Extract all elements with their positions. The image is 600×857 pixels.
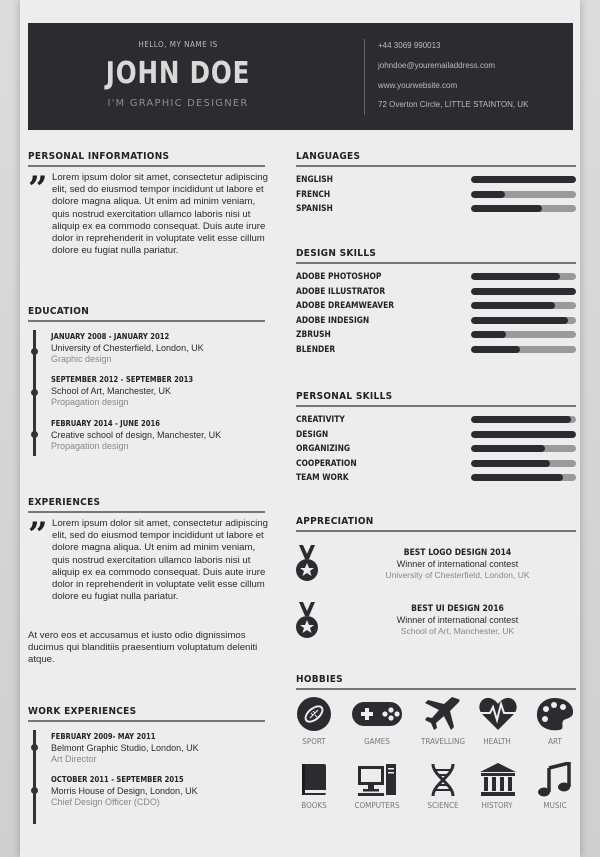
skill-level-bar xyxy=(471,302,576,309)
education-date: FEBRUARY 2014 - JUNE 2016 xyxy=(51,419,161,428)
education-field: Propagation design xyxy=(51,441,129,451)
timeline-dot xyxy=(31,787,38,794)
phone: +44 3069 990013 xyxy=(378,41,441,50)
experiences-text: Lorem ipsum dolor sit amet, consectetur adipiscing elit, sed do eiusmod tempor incididunt ut labore et dolore magna aliqua. Ut enim ad minim veniam, quis nostrud exercitation ullamco laboris nisi ut aliquip ex ea commodo consequat. Duis aute irure dolor in reprehenderit in voluptate velit esse cillum dolore eu fugiat nulla pariatur. xyxy=(52,518,268,603)
personal-info-title: PERSONAL INFORMATIONS xyxy=(28,151,170,162)
skill-level-bar xyxy=(471,191,576,198)
dna-icon xyxy=(423,762,463,798)
skill-level-fill xyxy=(471,474,563,481)
computer-icon xyxy=(357,762,397,798)
section-rule xyxy=(28,511,265,513)
full-name: JOHN DOE xyxy=(105,56,251,91)
skill-level-fill xyxy=(471,431,576,438)
skill-level-fill xyxy=(471,445,545,452)
airplane-icon xyxy=(423,696,463,732)
skill-level-fill xyxy=(471,302,555,309)
job-title: I'M GRAPHIC DESIGNER xyxy=(107,98,249,109)
website: www.yourwebsite.com xyxy=(378,81,458,90)
work-date: FEBRUARY 2009- MAY 2011 xyxy=(51,732,156,741)
skill-level-bar xyxy=(471,331,576,338)
skill-level-fill xyxy=(471,346,520,353)
skill-name: ADOBE PHOTOSHOP xyxy=(296,271,382,281)
award-subtitle: Winner of international contest xyxy=(396,615,519,625)
skill-name: TEAM WORK xyxy=(296,472,349,482)
work-experiences-title: WORK EXPERIENCES xyxy=(28,706,137,717)
skill-level-bar xyxy=(471,273,576,280)
education-field: Propagation design xyxy=(51,397,129,407)
section-rule xyxy=(296,165,576,167)
education-field: Graphic design xyxy=(51,354,112,364)
education-date: SEPTEMBER 2012 - SEPTEMBER 2013 xyxy=(51,375,194,384)
skill-level-bar xyxy=(471,416,576,423)
hobby-label: BOOKS xyxy=(301,801,327,810)
skill-name: FRENCH xyxy=(296,188,331,199)
work-date: OCTOBER 2011 - SEPTEMBER 2015 xyxy=(51,775,184,784)
skill-name: COOPERATION xyxy=(296,457,357,468)
medal-icon xyxy=(294,602,320,640)
section-rule xyxy=(28,320,265,322)
timeline-dot xyxy=(31,389,38,396)
skill-level-bar xyxy=(471,431,576,438)
hobby-label: TRAVELLING xyxy=(420,737,466,746)
education-place: Creative school of design, Manchester, UK xyxy=(51,430,222,440)
timeline-dot xyxy=(31,431,38,438)
personal-skills-title: PERSONAL SKILLS xyxy=(296,391,393,402)
skill-level-bar xyxy=(471,176,576,183)
skill-level-fill xyxy=(471,416,571,423)
timeline-dot xyxy=(31,744,38,751)
experiences-text-2: At vero eos et accusamus et iusto odio dignissimos ducimus qui blanditiis praesentium voluptatum deleniti atque. xyxy=(28,630,258,666)
header-divider xyxy=(364,39,365,115)
header-banner xyxy=(28,23,573,130)
skill-name: ADOBE ILLUSTRATOR xyxy=(296,285,386,296)
skill-name: BLENDER xyxy=(296,343,336,354)
hobby-label: MUSIC xyxy=(543,801,567,810)
hobby-label: HEALTH xyxy=(483,737,511,746)
skill-name: CREATIVITY xyxy=(296,414,345,424)
skill-level-fill xyxy=(471,191,505,198)
skill-name: SPANISH xyxy=(296,203,333,213)
greeting: HELLO, MY NAME IS xyxy=(138,40,218,49)
hobby-label: ART xyxy=(548,737,562,746)
skill-level-fill xyxy=(471,288,576,295)
skill-level-fill xyxy=(471,205,542,212)
section-rule xyxy=(296,530,576,532)
education-place: School of Art, Manchester, UK xyxy=(51,386,172,396)
skill-name: ZBRUSH xyxy=(296,329,331,339)
section-rule xyxy=(296,405,576,407)
work-role: Art Director xyxy=(51,754,97,764)
quote-mark-icon: ” xyxy=(28,169,48,209)
section-rule xyxy=(28,720,265,722)
work-place: Belmont Graphic Studio, London, UK xyxy=(51,743,199,753)
languages-title: LANGUAGES xyxy=(296,151,361,162)
appreciation-title: APPRECIATION xyxy=(296,516,374,527)
skill-name: DESIGN xyxy=(296,428,329,439)
hobby-label: GAMES xyxy=(364,737,390,746)
hobbies-title: HOBBIES xyxy=(296,674,343,685)
skill-level-fill xyxy=(471,331,506,338)
address: 72 Overton Circle, LITTLE STAINTON, UK xyxy=(378,100,529,109)
hobby-label: SCIENCE xyxy=(427,801,459,810)
book-icon xyxy=(294,762,334,798)
skill-level-bar xyxy=(471,288,576,295)
section-rule xyxy=(28,165,265,167)
music-note-icon xyxy=(535,762,575,798)
palette-icon xyxy=(535,696,575,732)
timeline-dot xyxy=(31,348,38,355)
skill-name: ADOBE INDESIGN xyxy=(296,314,370,325)
personal-info-text: Lorem ipsum dolor sit amet, consectetur adipiscing elit, sed do eiusmod tempor incididunt ut labore et dolore magna aliqua. Ut enim ad minim veniam, quis nostrud exercitation ullamco laboris nisi ut aliquip ex ea commodo consequat. Duis aute irure dolor in reprehenderit in voluptate velit esse cillum dolore eu fugiat nulla pariatur. xyxy=(52,172,268,257)
award-title: BEST UI DESIGN 2016 xyxy=(411,604,504,614)
education-place: University of Chesterfield, London, UK xyxy=(51,343,204,353)
email: johndoe@youremailaddress.com xyxy=(378,61,496,70)
hobby-label: HISTORY xyxy=(481,801,513,810)
hobby-label: SPORT xyxy=(302,737,326,746)
work-place: Morris House of Design, London, UK xyxy=(51,786,198,796)
skill-name: ADOBE DREAMWEAVER xyxy=(296,300,395,310)
resume-page xyxy=(20,0,580,857)
skill-level-fill xyxy=(471,273,560,280)
hobby-label: COMPUTERS xyxy=(354,801,400,810)
education-date: JANUARY 2008 - JANUARY 2012 xyxy=(51,332,170,341)
skill-name: ORGANIZING xyxy=(296,443,351,453)
education-title: EDUCATION xyxy=(28,306,90,317)
skill-level-bar xyxy=(471,474,576,481)
work-role: Chief Design Officer (CDO) xyxy=(51,797,160,807)
award-subtitle: Winner of international contest xyxy=(396,559,519,569)
skill-name: ENGLISH xyxy=(296,174,333,184)
skill-level-bar xyxy=(471,205,576,212)
skill-level-fill xyxy=(471,317,568,324)
gamepad-icon xyxy=(351,696,403,732)
quote-mark-icon: ” xyxy=(28,515,48,555)
section-rule xyxy=(296,688,576,690)
award-place: University of Chesterfield, London, UK xyxy=(385,570,530,580)
skill-level-bar xyxy=(471,346,576,353)
skill-level-bar xyxy=(471,460,576,467)
skill-level-bar xyxy=(471,445,576,452)
section-rule xyxy=(296,262,576,264)
award-title: BEST LOGO DESIGN 2014 xyxy=(403,548,512,558)
heart-pulse-icon xyxy=(478,696,518,732)
experiences-title: EXPERIENCES xyxy=(28,497,101,508)
design-skills-title: DESIGN SKILLS xyxy=(296,248,377,259)
award-place: School of Art, Manchester, UK xyxy=(400,626,515,636)
medal-icon xyxy=(294,545,320,583)
skill-level-fill xyxy=(471,176,576,183)
football-icon xyxy=(294,696,334,732)
skill-level-fill xyxy=(471,460,550,467)
skill-level-bar xyxy=(471,317,576,324)
museum-icon xyxy=(478,762,518,798)
